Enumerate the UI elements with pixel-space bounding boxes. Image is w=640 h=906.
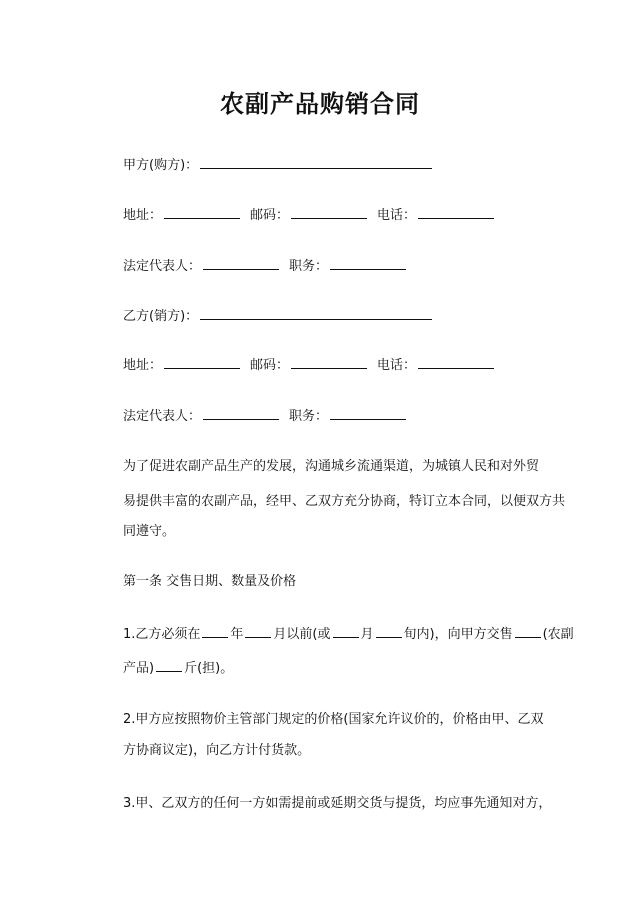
legal-rep-label: 法定代表人： xyxy=(123,409,202,424)
party-b-postcode-blank[interactable] xyxy=(291,355,367,369)
address-label: 地址： xyxy=(123,208,163,223)
clause2-line-1: 2.甲方应按照物价主管部门规定的价格(国家允许议价的，价格由甲、乙双 xyxy=(123,712,544,727)
position-label: 职务： xyxy=(289,259,329,274)
party-a-line xyxy=(123,155,434,175)
clause2-line-2: 方协商议定)，向乙方计付货款。 xyxy=(123,743,311,758)
party-a-postcode-blank[interactable] xyxy=(291,205,367,219)
party-a-rep-blank[interactable] xyxy=(203,256,279,270)
party-b-label: 乙方(销方)： xyxy=(123,309,199,324)
clause1-text: 斤(担)。 xyxy=(184,661,234,676)
party-b-phone-blank[interactable] xyxy=(418,355,494,369)
preamble-line-2: 易提供丰富的农副产品，经甲、乙双方充分协商，特订立本合同，以便双方共 xyxy=(123,494,566,509)
clause1-text: 产品) xyxy=(123,661,155,676)
party-b-line xyxy=(123,306,434,326)
party-a-address-blank[interactable] xyxy=(164,205,240,219)
year-blank[interactable] xyxy=(202,624,228,638)
phone-label: 电话： xyxy=(377,358,417,373)
position-label: 职务： xyxy=(289,409,329,424)
clause1-text: (农副 xyxy=(542,627,574,642)
party-a-label: 甲方(购方)： xyxy=(123,158,199,173)
party-b-address-blank[interactable] xyxy=(164,355,240,369)
clause1-text: 月以前(或 xyxy=(273,627,331,642)
clause3-line-1: 3.甲、乙双方的任何一方如需提前或延期交货与提货，均应事先通知对方， xyxy=(123,796,552,811)
postcode-label: 邮码： xyxy=(250,358,290,373)
preamble-line-3: 同遵守。 xyxy=(123,524,176,539)
party-b-rep-line xyxy=(123,406,408,426)
month-blank[interactable] xyxy=(245,624,271,638)
party-b-blank[interactable] xyxy=(200,306,432,320)
phone-label: 电话： xyxy=(377,208,417,223)
party-b-position-blank[interactable] xyxy=(330,406,406,420)
clause1-text: 旬内)，向甲方交售 xyxy=(403,627,513,642)
document-title: 农副产品购销合同 xyxy=(220,90,420,118)
postcode-label: 邮码： xyxy=(250,208,290,223)
clause1-text: 月 xyxy=(360,627,374,642)
article1-heading: 第一条 交售日期、数量及价格 xyxy=(123,574,297,589)
or-month-blank[interactable] xyxy=(333,624,359,638)
clause1-line-1 xyxy=(123,624,574,644)
clause1-text: 1.乙方必须在 xyxy=(123,627,201,642)
party-a-contact-line xyxy=(123,205,496,225)
address-label: 地址： xyxy=(123,358,163,373)
party-b-rep-blank[interactable] xyxy=(203,406,279,420)
period-blank[interactable] xyxy=(376,624,402,638)
party-a-position-blank[interactable] xyxy=(330,256,406,270)
quantity-blank[interactable] xyxy=(156,658,182,672)
party-a-rep-line xyxy=(123,256,408,276)
party-b-contact-line xyxy=(123,355,496,375)
party-a-blank[interactable] xyxy=(200,155,432,169)
party-a-phone-blank[interactable] xyxy=(418,205,494,219)
clause1-text: 年 xyxy=(230,627,244,642)
legal-rep-label: 法定代表人： xyxy=(123,259,202,274)
product-blank[interactable] xyxy=(515,624,541,638)
clause1-line-2 xyxy=(123,658,233,678)
preamble-line-1: 为了促进农副产品生产的发展，沟通城乡流通渠道，为城镇人民和对外贸 xyxy=(123,459,540,474)
